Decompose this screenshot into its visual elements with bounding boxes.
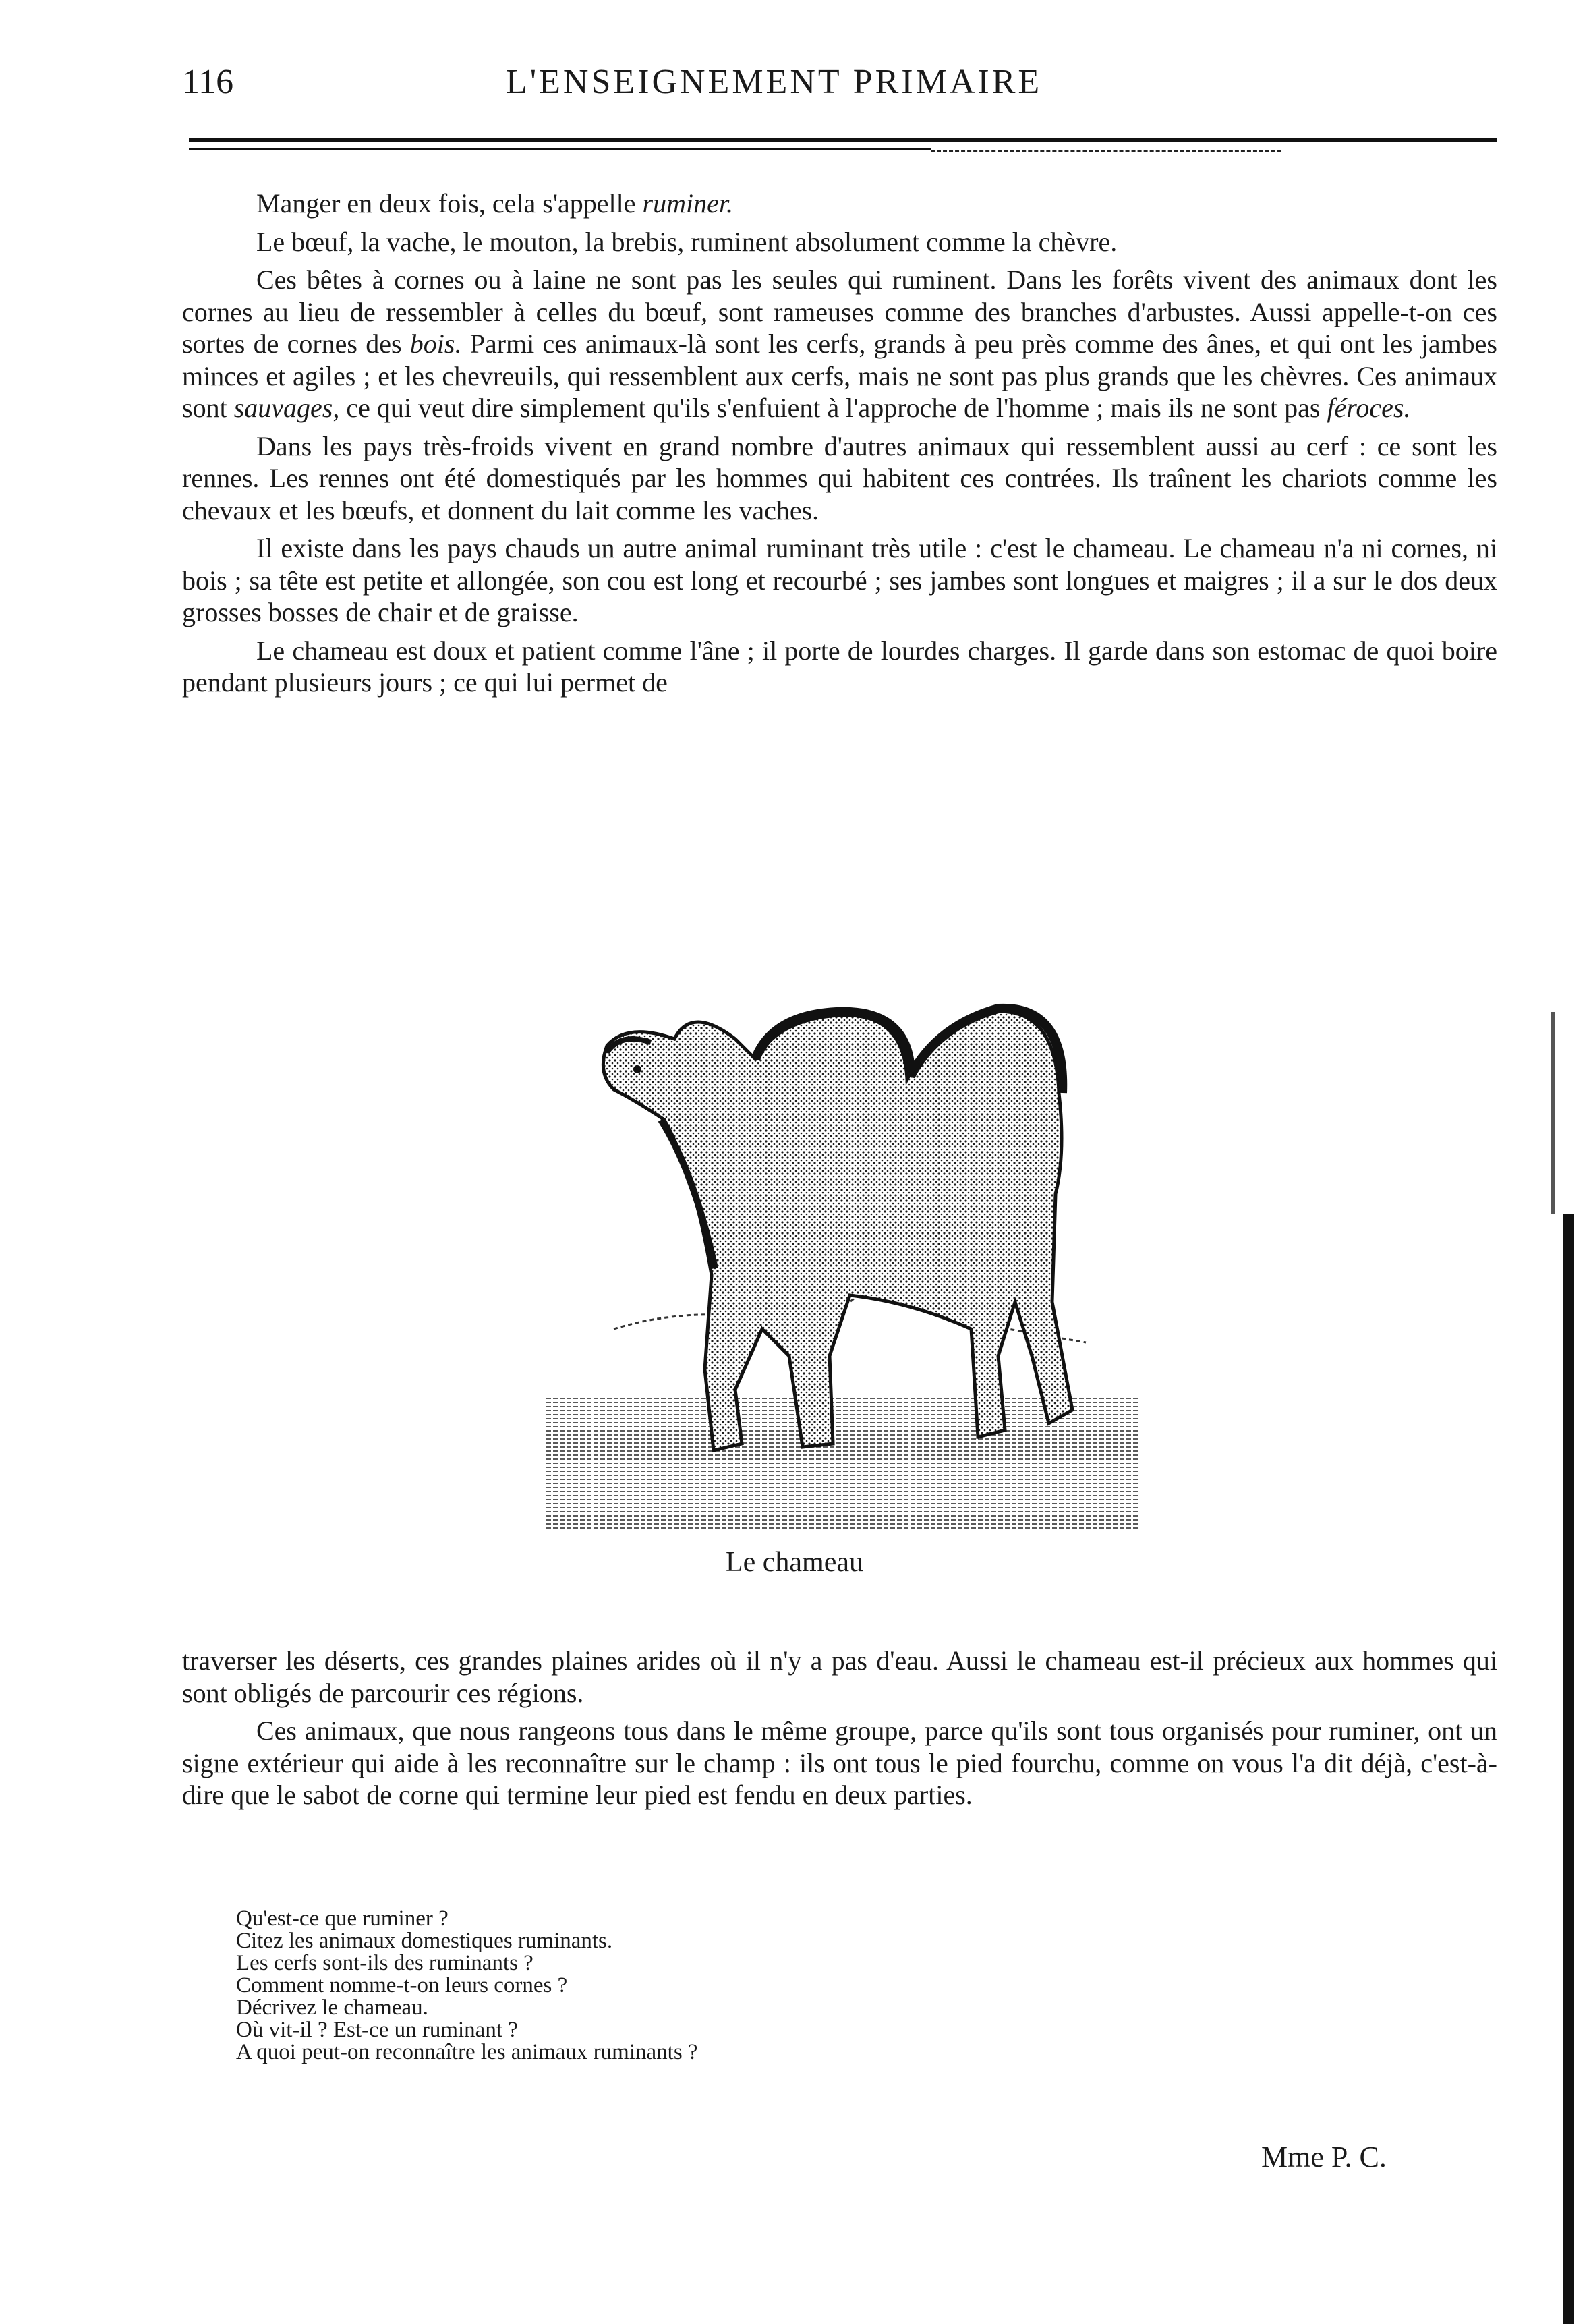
paragraph-text: Parmi ces animaux-là sont les cerfs, grands à peu près comme des ânes, et qui ont les jambes minces et agiles ; et les chevreuils, qui ressemblent aux cerfs, mais ne sont pas plus grands que les chèvres. Ces animaux sont — [182, 329, 1498, 423]
paragraph-ruminer — [182, 188, 1497, 220]
author-signature: Mme P. C. — [1261, 2141, 1387, 2174]
paragraph-text: Manger en deux fois, cela s'appelle — [256, 188, 643, 219]
italic-word: ruminer. — [642, 188, 733, 219]
question-item: Décrivez le chameau. — [236, 1995, 428, 2020]
question-item: Les cerfs sont-ils des ruminants ? — [236, 1951, 533, 1975]
question-item: Comment nomme-t-on leurs cornes ? — [236, 1973, 568, 1997]
paragraph-forets — [182, 264, 1497, 424]
paragraph-deserts: traverser les déserts, ces grandes plaines arides où il n'y a pas d'eau. Aussi le chameau est-il précieux aux hommes qui sont obligés de parcourir ces régions. — [182, 1645, 1497, 1708]
header-rule — [189, 138, 1497, 142]
header-rule-dashed — [931, 150, 1281, 152]
question-item: Qu'est-ce que ruminer ? — [236, 1906, 449, 1931]
italic-word: sauvages — [233, 393, 333, 423]
header-rule-thin — [189, 148, 931, 150]
paragraph-chameau: Il existe dans les pays chauds un autre animal ruminant très utile : c'est le chameau. Le chameau n'a ni cornes, ni bois ; sa tête est petite et allongée, son cou est long et recourbé ; ses jambes sont longues et maigres ; il a sur le dos deux grosses bosses de chair et de graisse. — [182, 533, 1497, 627]
figure-caption: Le chameau — [725, 1547, 864, 1578]
paragraph-text: Ces bêtes à cornes ou à laine ne sont pas les seules qui ruminent. Dans les forêts vivent des animaux dont les cornes au lieu de ressembler à celles du bœuf, sont rameuses comme des branches d'arbustes. Aussi appelle-t-on ces sortes de cornes des — [182, 264, 1497, 359]
paragraph-boeuf: Le bœuf, la vache, le mouton, la brebis, ruminent absolument comme la chèvre. — [256, 226, 1118, 257]
italic-word: féroces. — [1327, 393, 1411, 423]
question-item: Citez les animaux domestiques ruminants. — [236, 1929, 613, 1953]
page-header — [182, 62, 1504, 109]
page-number: 116 — [182, 63, 234, 101]
question-item: Où vit-il ? Est-ce un ruminant ? — [236, 2018, 518, 2042]
scan-edge-shadow — [1551, 1012, 1555, 1214]
italic-word: bois. — [409, 329, 462, 359]
paragraph-text: , ce qui veut dire simplement qu'ils s'enfuient à l'approche de l'homme ; mais ils ne sont pas — [333, 393, 1327, 423]
camel-illustration — [533, 951, 1153, 1538]
paragraph-chameau-doux: Le chameau est doux et patient comme l'âne ; il porte de lourdes charges. Il garde dans son estomac de quoi boire pendant plusieurs jours ; ce qui lui permet de — [182, 635, 1497, 698]
body-text-top — [182, 188, 1497, 705]
body-text-bottom — [182, 1645, 1497, 1817]
questions-list — [236, 1908, 1045, 2064]
paragraph-pied-fourchu: Ces animaux, que nous rangeons tous dans le même groupe, parce qu'ils sont tous organisés pour ruminer, ont un signe extérieur qui aide à les reconnaître sur le champ : ils ont tous le pied fourchu, comme on vous l'a dit déjà, c'est-à-dire que le sabot de corne qui termine leur pied est fendu en deux parties. — [182, 1716, 1497, 1810]
scan-edge-binding — [1563, 1214, 1574, 2324]
running-title: L'ENSEIGNEMENT PRIMAIRE — [506, 63, 1043, 101]
question-item: A quoi peut-on reconnaître les animaux ruminants ? — [236, 2040, 698, 2064]
paragraph-rennes: Dans les pays très-froids vivent en grand nombre d'autres animaux qui ressemblent aussi au cerf : ce sont les rennes. Les rennes ont été domestiqués par les hommes qui habitent ces contrées. Ils traînent les chariots comme les chevaux et les bœufs, et donnent du lait comme les vaches. — [182, 430, 1497, 526]
